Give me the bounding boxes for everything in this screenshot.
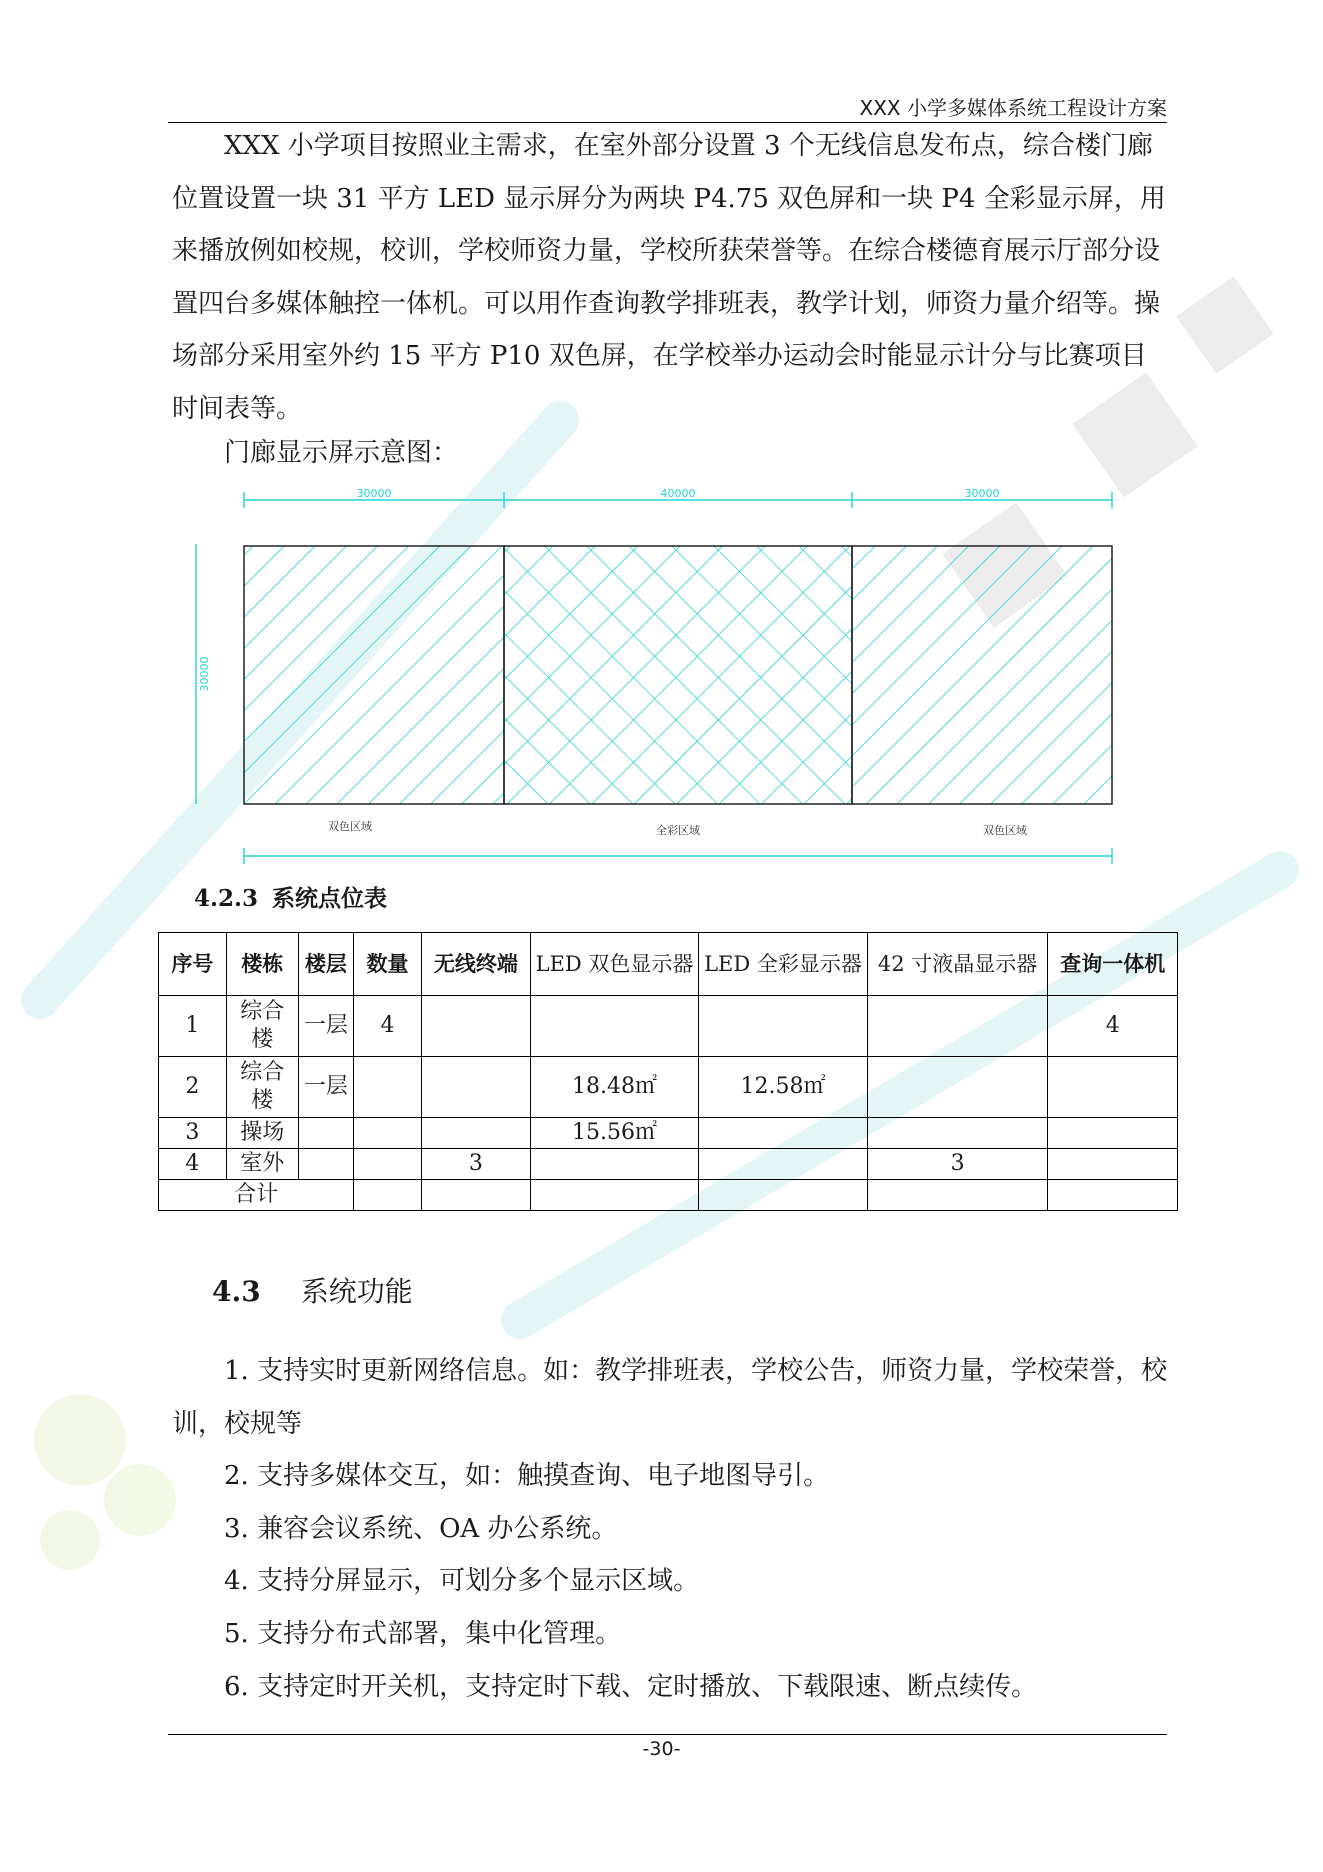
- table-cell: [867, 1180, 1048, 1211]
- col-header: LED 全彩显示器: [699, 933, 867, 996]
- list-item: 6. 支持定时开关机，支持定时下载、定时播放、下载限速、断点续传。: [224, 1671, 1038, 1702]
- table-cell: [699, 1149, 867, 1180]
- section-4-3-heading: [212, 1270, 413, 1310]
- table-row: [159, 1057, 1178, 1118]
- section-4-3-number: 4.3: [212, 1275, 261, 1308]
- table-cell: [530, 996, 698, 1057]
- table-cell: 4: [159, 1149, 227, 1180]
- table-cell: [1048, 1149, 1178, 1180]
- table-cell: 综合楼: [226, 996, 298, 1057]
- table-cell: 3: [421, 1149, 530, 1180]
- section-4-3-title: 系统功能: [300, 1275, 413, 1308]
- section-4-2-3-heading: [194, 880, 387, 913]
- table-cell: [867, 1057, 1048, 1118]
- total-label: 合计: [159, 1180, 354, 1211]
- diagram-caption: 门廊显示屏示意图：: [224, 438, 459, 468]
- table-cell: [421, 1180, 530, 1211]
- col-header: 序号: [159, 933, 227, 996]
- table-cell: 3: [159, 1118, 227, 1149]
- table-cell: [699, 1118, 867, 1149]
- table-cell: [354, 1149, 422, 1180]
- col-header: 数量: [354, 933, 422, 996]
- dim-top-2: 40000: [660, 487, 696, 500]
- intro-paragraph: XXX 小学项目按照业主需求，在室外部分设置 3 个无线信息发布点，综合楼门廊位置设置一块 31 平方 LED 显示屏分为两块 P4.75 双色屏和一块 P4 全彩显示屏，用来播放例如校规，校训，学校师资力量，学校所获荣誉等。在综合楼德育展示厅部分设置四台多媒体触控一体机。可以用作查询教学排班表，教学计划，师资力量介绍等。操场部分采用室外约 15 平方 P10 双色屏，在学校举办运动会时能显示计分与比赛项目时间表等。: [172, 131, 1166, 424]
- section-4-2-3-number: 4.2.3: [194, 885, 259, 912]
- table-cell: 1: [159, 996, 227, 1057]
- dim-top-1: 30000: [356, 487, 392, 500]
- list-item: 4. 支持分屏显示，可划分多个显示区域。: [224, 1566, 700, 1597]
- col-header: 查询一体机: [1048, 933, 1178, 996]
- table-cell: [421, 1118, 530, 1149]
- table-cell: 一层: [298, 996, 353, 1057]
- panel-bicolor-right: [852, 546, 1112, 804]
- table-cell: [867, 1118, 1048, 1149]
- table-cell: 室外: [226, 1149, 298, 1180]
- table-cell: 3: [867, 1149, 1048, 1180]
- table-row: [159, 996, 1178, 1057]
- table-cell: [354, 1118, 422, 1149]
- table-cell: 12.58㎡: [699, 1057, 867, 1118]
- table-cell: [421, 1057, 530, 1118]
- table-cell: 4: [1048, 996, 1178, 1057]
- table-cell: [699, 1180, 867, 1211]
- table-cell: 操场: [226, 1118, 298, 1149]
- panel-bicolor-left: [244, 546, 504, 804]
- table-cell: [1048, 1180, 1178, 1211]
- section-4-2-3-title: 系统点位表: [272, 885, 388, 912]
- zone-label-right: 双色区域: [983, 824, 1027, 837]
- zone-label-center: 全彩区域: [656, 824, 700, 837]
- dim-side: 30000: [198, 656, 211, 692]
- list-item: 3. 兼容会议系统、OA 办公系统。: [224, 1513, 618, 1544]
- table-total-row: [159, 1180, 1178, 1211]
- col-header: 42 寸液晶显示器: [867, 933, 1048, 996]
- table-cell: [421, 996, 530, 1057]
- col-header: LED 双色显示器: [530, 933, 698, 996]
- col-header: 楼栋: [226, 933, 298, 996]
- table-cell: 15.56㎡: [530, 1118, 698, 1149]
- header-title: XXX 小学多媒体系统工程设计方案: [859, 96, 1167, 120]
- panel-fullcolor-center: [504, 546, 852, 804]
- col-header: 楼层: [298, 933, 353, 996]
- table-cell: [1048, 1057, 1178, 1118]
- dim-top-3: 30000: [964, 487, 1000, 500]
- table-cell: [699, 996, 867, 1057]
- list-item: 1. 支持实时更新网络信息。如：教学排班表，学校公告，师资力量，学校荣誉，校训，校规等: [172, 1356, 1168, 1439]
- col-header: 无线终端: [421, 933, 530, 996]
- table-row: [159, 1118, 1178, 1149]
- led-display-diagram: [188, 486, 1128, 866]
- table-cell: 一层: [298, 1057, 353, 1118]
- table-cell: [354, 1180, 422, 1211]
- page-number: -30-: [642, 1738, 681, 1760]
- function-list: [172, 1345, 1172, 1713]
- table-cell: [867, 996, 1048, 1057]
- list-item: 5. 支持分布式部署，集中化管理。: [224, 1618, 622, 1649]
- footer-rule: [168, 1734, 1167, 1735]
- table-cell: 综合楼: [226, 1057, 298, 1118]
- table-cell: 2: [159, 1057, 227, 1118]
- table-cell: 18.48㎡: [530, 1057, 698, 1118]
- table-cell: [298, 1149, 353, 1180]
- table-cell: [530, 1149, 698, 1180]
- points-table: [158, 932, 1178, 1211]
- table-cell: [354, 1057, 422, 1118]
- table-cell: [298, 1118, 353, 1149]
- table-cell: [530, 1180, 698, 1211]
- table-header-row: [159, 933, 1178, 996]
- table-row: [159, 1149, 1178, 1180]
- table-cell: 4: [354, 996, 422, 1057]
- table-cell: [1048, 1118, 1178, 1149]
- zone-label-left: 双色区域: [328, 820, 372, 833]
- list-item: 2. 支持多媒体交互，如：触摸查询、电子地图导引。: [224, 1461, 830, 1492]
